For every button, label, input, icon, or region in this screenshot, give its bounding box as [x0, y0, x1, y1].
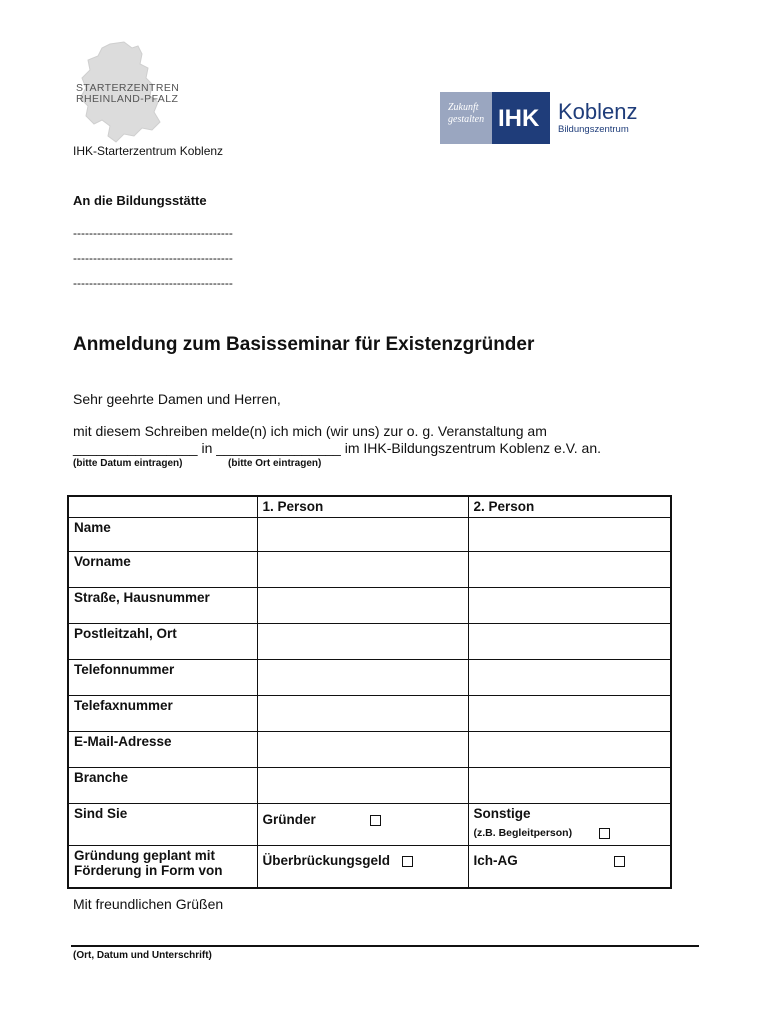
registration-table [67, 495, 672, 889]
row-label-strasse: Straße, Hausnummer [68, 588, 257, 624]
field-telefon-person-1[interactable] [257, 660, 468, 696]
field-branche-person-1[interactable] [257, 768, 468, 804]
header-person-1: 1. Person [257, 496, 468, 518]
signature-hint: (Ort, Datum und Unterschrift) [73, 950, 212, 961]
signature-line [71, 945, 699, 947]
field-name-person-2[interactable] [468, 518, 671, 552]
sonstige-checkbox[interactable] [599, 828, 610, 839]
field-vorname-person-2[interactable] [468, 552, 671, 588]
header-empty [68, 496, 257, 518]
field-name-person-1[interactable] [257, 518, 468, 552]
address-line-3: ---------------------------------------- [73, 276, 233, 290]
gruendung-label-line-1: Gründung geplant mit [74, 848, 215, 863]
body-line-1: mit diesem Schreiben melde(n) ich mich (wir uns) zur o. g. Veranstaltung am [73, 423, 547, 439]
table-row [68, 624, 671, 660]
ich-ag-checkbox[interactable] [614, 856, 625, 867]
address-line-2: ---------------------------------------- [73, 251, 233, 265]
sind-sie-option-2 [468, 804, 671, 846]
address-heading: An die Bildungsstätte [73, 193, 207, 208]
salutation: Sehr geehrte Damen und Herren, [73, 391, 281, 407]
row-label-plz-ort: Postleitzahl, Ort [68, 624, 257, 660]
table-row [68, 732, 671, 768]
header-person-2: 2. Person [468, 496, 671, 518]
ihk-mark: IHK [498, 105, 540, 132]
table-row [68, 660, 671, 696]
option-gruender-label: Gründer [262, 812, 316, 827]
document-title: Anmeldung zum Basisseminar für Existenzgründer [73, 334, 535, 355]
sender-name: IHK-Starterzentrum Koblenz [73, 144, 224, 158]
ihk-tagline-1: Zukunft [448, 102, 479, 113]
gruendung-option-2 [468, 846, 671, 888]
ihk-tagline-2: gestalten [448, 114, 485, 125]
option-sonstige-hint: (z.B. Begleitperson) [473, 827, 573, 839]
field-email-person-1[interactable] [257, 732, 468, 768]
table-row [68, 768, 671, 804]
table-row-sind-sie [68, 804, 671, 846]
table-row-gruendung [68, 846, 671, 888]
ueberbrueckungsgeld-checkbox[interactable] [402, 856, 413, 867]
place-blank: ________________ [216, 440, 341, 456]
field-plz-ort-person-1[interactable] [257, 624, 468, 660]
row-label-telefon: Telefonnummer [68, 660, 257, 696]
gruendung-option-1 [257, 846, 468, 888]
table-row [68, 518, 671, 552]
place-hint: (bitte Ort eintragen) [228, 458, 322, 469]
field-branche-person-2[interactable] [468, 768, 671, 804]
field-email-person-2[interactable] [468, 732, 671, 768]
row-label-telefax: Telefaxnummer [68, 696, 257, 732]
table-row [68, 696, 671, 732]
field-strasse-person-2[interactable] [468, 588, 671, 624]
option-ueberbrueckungsgeld-label: Überbrückungsgeld [262, 853, 391, 868]
row-label-branche: Branche [68, 768, 257, 804]
row-label-gruendung [68, 846, 257, 888]
body-line-2-tail: im IHK-Bildungszentrum Koblenz e.V. an. [344, 440, 602, 456]
date-hint: (bitte Datum eintragen) [73, 458, 183, 469]
ihk-city: Koblenz [558, 99, 638, 124]
ihk-koblenz-logo [440, 92, 652, 144]
field-telefax-person-2[interactable] [468, 696, 671, 732]
option-sonstige-label: Sonstige [473, 806, 531, 821]
field-plz-ort-person-2[interactable] [468, 624, 671, 660]
table-row [68, 552, 671, 588]
ihk-sub: Bildungszentrum [558, 124, 629, 135]
gruender-checkbox[interactable] [370, 815, 381, 826]
gruendung-label-line-2: Förderung in Form von [74, 863, 223, 878]
field-telefax-person-1[interactable] [257, 696, 468, 732]
sind-sie-option-1 [257, 804, 468, 846]
date-blank: ________________ [73, 440, 198, 456]
closing: Mit freundlichen Grüßen [73, 896, 224, 912]
in-word: in [201, 440, 213, 456]
option-sonstige-hint-row [474, 827, 666, 839]
row-label-email: E-Mail-Adresse [68, 732, 257, 768]
field-vorname-person-1[interactable] [257, 552, 468, 588]
logo-line-rheinland-pfalz: RHEINLAND-PFALZ [76, 93, 179, 105]
row-label-name: Name [68, 518, 257, 552]
option-ich-ag-label: Ich-AG [473, 853, 518, 868]
field-telefon-person-2[interactable] [468, 660, 671, 696]
address-line-1: ---------------------------------------- [73, 226, 233, 240]
field-strasse-person-1[interactable] [257, 588, 468, 624]
row-label-vorname: Vorname [68, 552, 257, 588]
table-row [68, 588, 671, 624]
body-line-2 [73, 440, 601, 456]
logo-line-starterzentren: STARTERZENTREN [76, 82, 180, 94]
row-label-sind-sie: Sind Sie [68, 804, 257, 846]
